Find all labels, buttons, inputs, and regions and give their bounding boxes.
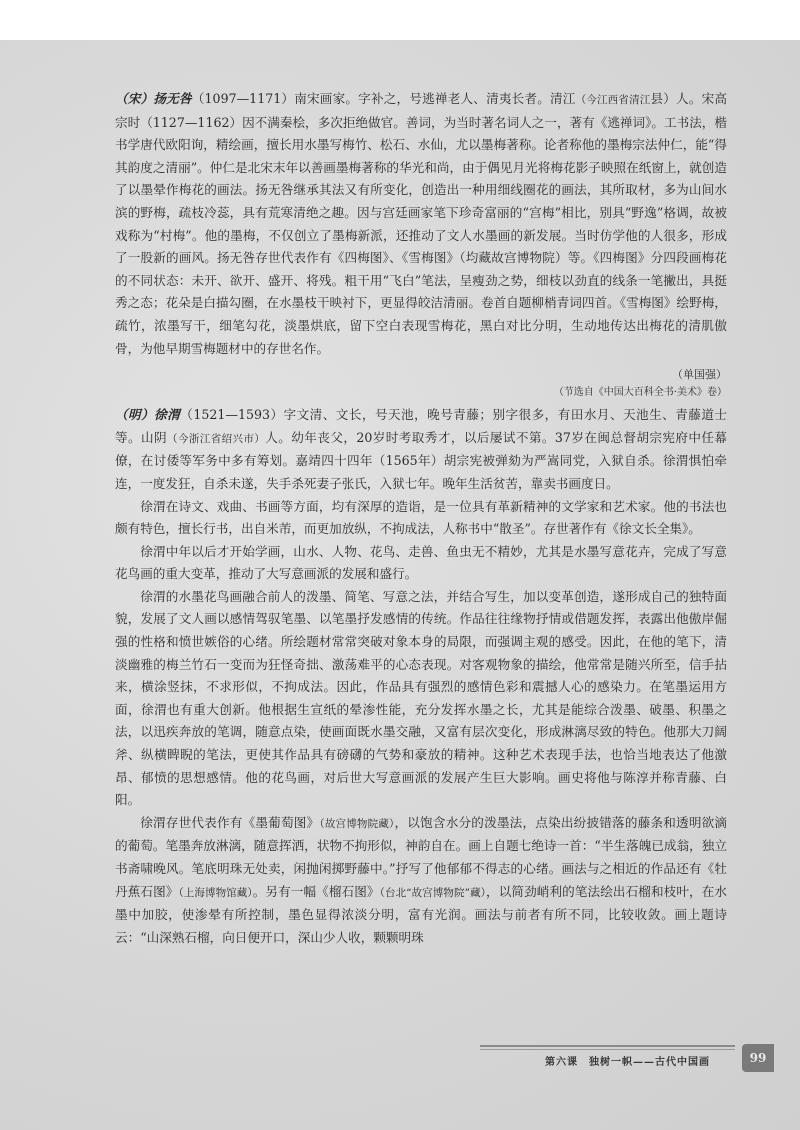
entry-note: （今江西省清江 xyxy=(575,94,651,106)
entry-note: （上海博物馆藏） xyxy=(178,886,253,899)
entry-xu-wei xyxy=(115,404,727,495)
entry-text: （1097—1171）南宋画家。字补之，号逃禅老人、清夷长者。清江 xyxy=(191,91,576,106)
entry-text: （1521—1593）字文清、文长，号天池，晚号青藤；别字很多，有田水月、天池生、青藤道士等。山阴 xyxy=(115,407,727,445)
paragraph-text: ，以简劲峭利的笔法绘出石榴和枝叶，在水墨中加胶，使渗晕有所控制，墨色显得浓淡分明，富有光润。画法与前者有所不同，比较收敛。画上题诗云：“山深熟石榴，向日便开口，深山少人收，颗颗明珠 xyxy=(115,883,728,945)
page-body xyxy=(115,88,727,949)
footer-rule xyxy=(480,1045,735,1047)
entry-note: （今浙江省绍兴市） xyxy=(167,432,266,445)
paragraph: 徐渭中年以后才开始学画，山水、人物、花鸟、走兽、鱼虫无不精妙，尤其是水墨写意花卉，完成了写意花鸟画的重大变革，推动了大写意画派的发展和盛行。 xyxy=(115,543,727,582)
page-number: 99 xyxy=(742,1044,774,1072)
paragraph: 徐渭在诗文、戏曲、书画等方面，均有深厚的造诣，是一位具有革新精神的文学家和艺术家。他的书法也颇有特色，擅长行书，出自米芾，而更加放纵，不拘成法，人称书中“散圣”。存世著作有《徐文长全集》。 xyxy=(115,498,727,537)
entry-text: 人。幼年丧父，20岁时考取秀才，以后屡试不第。37岁在闽总督胡宗宪府中任幕僚，在讨倭等军务中多有筹划。嘉靖四十四年（1565年）胡宗宪被弹劾为严嵩同党，入狱自杀。徐渭惧怕牵连，一度发狂，自杀未遂，失手杀死妻子张氏，入狱七年。晚年生活贫苦，靠卖书画度日。 xyxy=(115,429,728,491)
paragraph: 徐渭的水墨花鸟画融合前人的泼墨、简笔、写意之法，并结合写生，加以变革创造，遂形成自己的独特面貌，发展了文人画以感情驾驭笔墨、以笔墨抒发感情的传统。作品往往缘物抒情或借题发挥，表露出他傲岸倔强的性格和愤世嫉俗的心绪。所绘题材常常突破对象本身的局限，而强调主观的感受。因此，在他的笔下，清淡幽雅的梅兰竹石一变而为狂怪奇拙、激荡难平的心态表现。对客观物象的描绘，他常常是随兴所至，信手拈来，横涂竖抹，不求形似，不拘成法。因此，作品具有强烈的感情色彩和震撼人心的感染力。在笔墨运用方面，徐渭也有重大创新。他根据生宣纸的晕渗性能，充分发挥水墨之长，尤其是能综合泼墨、破墨、积墨之法，以迅疾奔放的笔调，随意点染，使画面既水墨交融，又富有层次变化，形成淋漓尽致的特色。他那大刀阔斧、纵横睥睨的笔法，更使其作品具有磅礴的气势和豪放的精神。这种艺术表现手法，也恰当地表达了他激昂、郁愤的思想感情。他的花鸟画，对后世大写意画派的发展产生巨大影响。画史将他与陈淳并称青藤、白阳。 xyxy=(115,588,727,808)
paragraph xyxy=(115,812,727,950)
entry-heading: （明）徐渭 xyxy=(115,407,181,423)
page-footer xyxy=(480,1045,750,1071)
entry-yang-wujiu xyxy=(115,88,727,360)
entry-note: （台北“故宫博物院”藏） xyxy=(379,886,487,899)
paragraph-text: 徐渭存世代表作有《墨葡萄图》 xyxy=(140,814,320,830)
source-citation: （节选自《中国大百科全书·美术》卷） xyxy=(553,387,727,399)
footer-rule xyxy=(480,1049,735,1050)
entry-text: 县）人。宋高宗时（1127—1162）因不满秦桧，多次拒绝做官。善词，为当时著名词人之一，著有《逃禅词》。工书法，楷书学唐代欧阳询，精绘画，擅长用水墨写梅竹、松石、水仙，尤以墨梅著称。论者称他的墨梅宗法仲仁，能“得其韵度之清丽”。仲仁是北宋末年以善画墨梅著称的华光和尚，由于偶见月光将梅花影子映照在纸窗上，就创造了以墨晕作梅花的画法。扬无咎继承其法又有所变化，创造出一种用细线圈花的画法，其所取材，多为山间水滨的野梅，疏枝冷蕊，具有荒寒清绝之趣。因与宫廷画家笔下珍奇富丽的“宫梅”相比，别具“野逸”格调，故被戏称为“村梅”。他的墨梅，不仅创立了墨梅新派，还推动了文人水墨画的新发展。当时仿学他的人很多，形成了一股新的画风。扬无咎存世代表作有《四梅图》、《雪梅图》（均藏故宫博物院）等。《四梅图》分四段画梅花的不同状态：未开、欲开、盛开、将残。粗干用“飞白”笔法，呈瘦劲之势，细枝以劲直的线条一笔撇出，具挺秀之态；花朵是白描勾圈，在水墨枝干映衬下，更显得皎洁清丽。卷首自题柳梢青词四首。《雪梅图》绘野梅，疏竹，浓墨写干，细笔勾花，淡墨烘底，留下空白表现雪梅花，黑白对比分明，生动地传达出梅花的清肌傲骨，为他早期雪梅题材中的存世名作。 xyxy=(115,91,728,356)
author-credit: （单国强） xyxy=(672,368,727,382)
entry-note: （故宫博物院藏） xyxy=(319,817,395,830)
entry-heading: （宋）扬无咎 xyxy=(115,91,192,106)
paragraph-text: ，以饱含水分的泼墨法，点染出纷披错落的藤条和透明欲滴的葡萄。笔墨奔放淋漓，随意挥洒，状物不拘形似，神韵自在。画上自题七绝诗一首：“半生落魄已成翁，独立书斋啸晚风。笔底明珠无处卖，闲抛闲掷野藤中。”抒写了他郁郁不得志的心绪。画法与之相近的作品还有《牡丹蕉石图》 xyxy=(115,814,728,899)
chapter-title: 第六课 独树一帜——古代中国画 xyxy=(545,1057,710,1068)
paragraph-text: 。另有一幅《榴石图》 xyxy=(252,883,380,899)
